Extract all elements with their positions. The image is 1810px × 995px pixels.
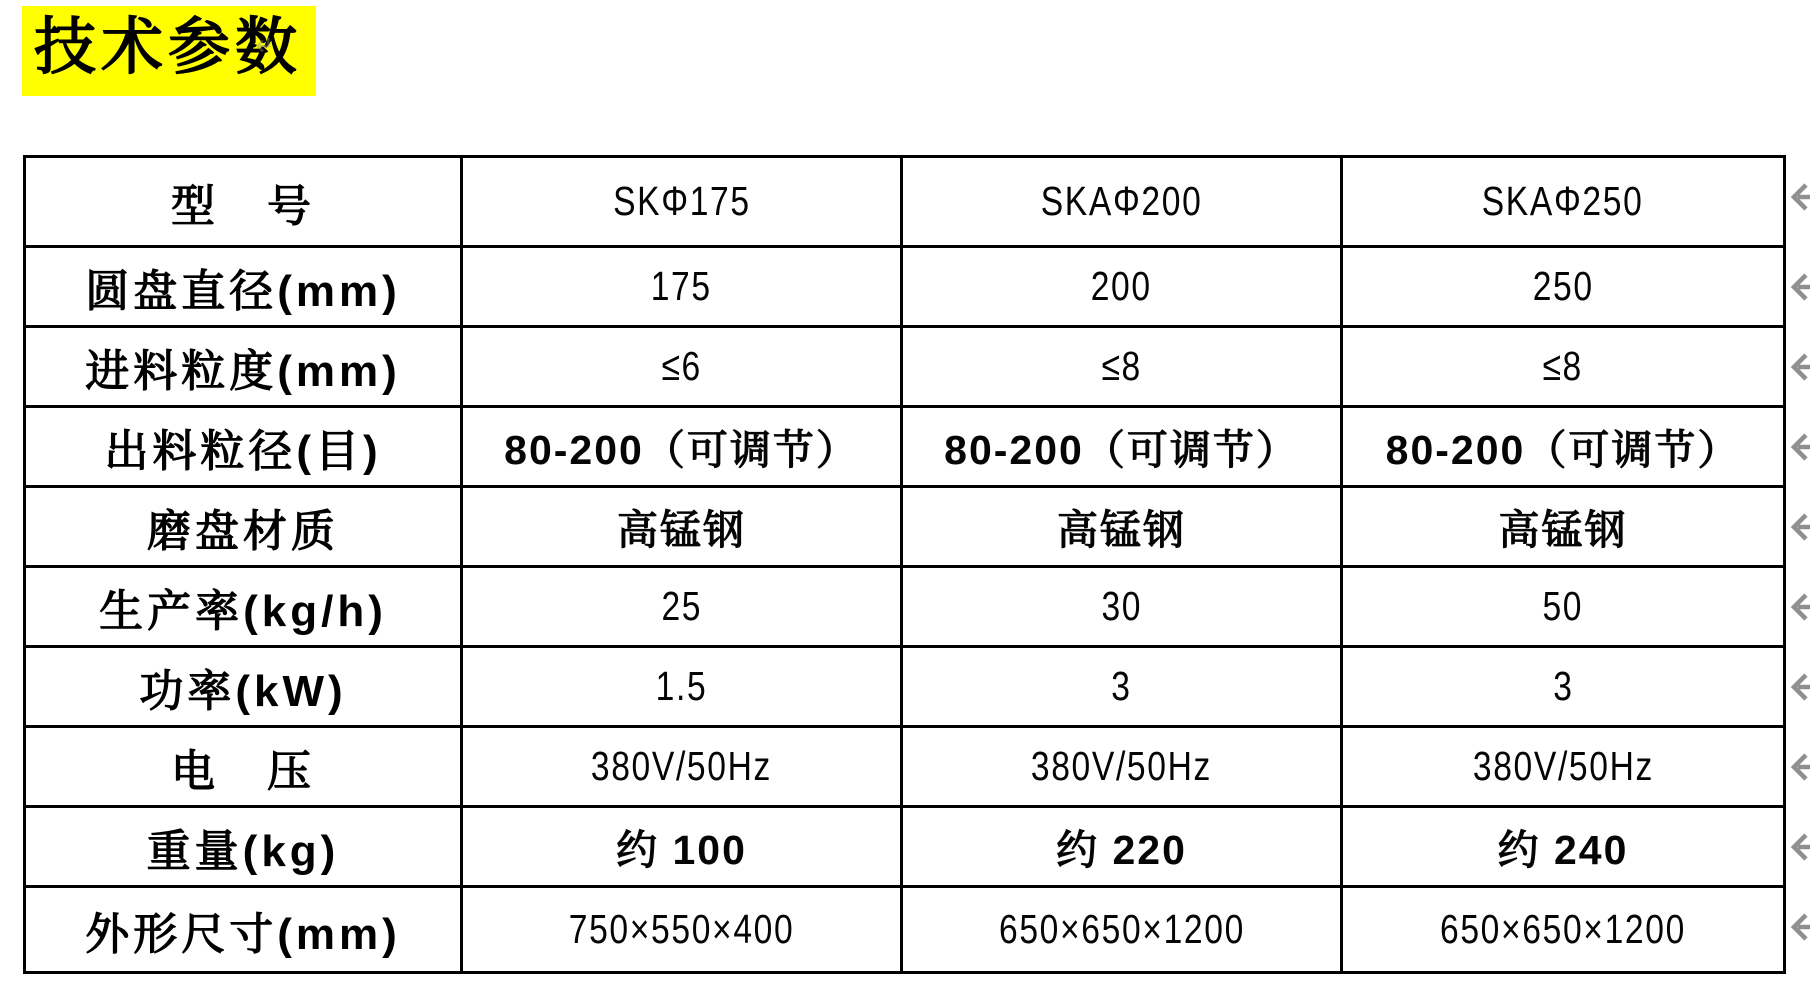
spec-value-cell [462, 247, 902, 327]
table-row [25, 647, 1785, 727]
return-mark-icon [1785, 175, 1810, 219]
spec-value-cell [1342, 887, 1785, 973]
spec-value: ≤8 [1101, 343, 1142, 389]
spec-value: 80-200（可调节） [1385, 427, 1741, 473]
return-mark-icon [1785, 265, 1810, 309]
spec-value-cell [462, 567, 902, 647]
spec-value-cell [902, 157, 1342, 247]
spec-value: 约 240 [1497, 827, 1629, 873]
spec-value: 50 [1542, 583, 1584, 629]
spec-label-cell: 外形尺寸(mm) [25, 887, 462, 973]
spec-value: 高锰钢 [1498, 507, 1628, 553]
spec-value: 380V/50Hz [1030, 743, 1213, 789]
spec-value: 3 [1552, 663, 1574, 709]
return-mark-icon [1785, 505, 1810, 549]
spec-value-cell [1342, 407, 1785, 487]
spec-value-cell [462, 407, 902, 487]
table-row [25, 407, 1785, 487]
return-mark-icon [1785, 745, 1810, 789]
table-row [25, 487, 1785, 567]
spec-value: 25 [661, 583, 702, 629]
table-row [25, 727, 1785, 807]
table-row [25, 247, 1785, 327]
spec-value: 175 [650, 263, 713, 309]
table-row [25, 567, 1785, 647]
spec-value: 80-200（可调节） [504, 427, 859, 473]
spec-label-cell: 出料粒径(目) [25, 407, 462, 487]
spec-label-cell: 磨盘材质 [25, 487, 462, 567]
return-mark-icon [1785, 905, 1810, 949]
spec-value: 200 [1090, 263, 1153, 309]
table-row [25, 807, 1785, 887]
spec-value: 3 [1111, 663, 1132, 709]
spec-value-cell [902, 887, 1342, 973]
spec-value-cell [902, 487, 1342, 567]
spec-value-cell [462, 157, 902, 247]
spec-value-cell [902, 407, 1342, 487]
spec-label-cell: 型 号 [25, 157, 462, 247]
spec-label-cell: 重量(kg) [25, 807, 462, 887]
spec-value: 1.5 [655, 663, 708, 709]
spec-value: SKAΦ250 [1482, 178, 1644, 224]
spec-value: SKAΦ200 [1040, 178, 1203, 224]
return-mark-icon [1785, 665, 1810, 709]
spec-value: 380V/50Hz [590, 743, 773, 789]
table-row [25, 157, 1785, 247]
spec-value: 30 [1101, 583, 1142, 629]
title-block [22, 6, 316, 96]
spec-value-cell [902, 327, 1342, 407]
spec-value: SKΦ175 [612, 178, 751, 224]
spec-value: ≤8 [1542, 343, 1584, 389]
spec-value-cell [1342, 807, 1785, 887]
spec-value-cell [462, 327, 902, 407]
table-row [25, 887, 1785, 973]
spec-table [23, 155, 1786, 974]
spec-value-cell [902, 647, 1342, 727]
spec-value: 650×650×1200 [1440, 906, 1686, 952]
table-row [25, 327, 1785, 407]
spec-value: 250 [1532, 263, 1594, 309]
spec-value-cell [1342, 647, 1785, 727]
spec-value: 80-200（可调节） [944, 427, 1299, 473]
spec-value-cell [1342, 727, 1785, 807]
spec-value-cell [902, 807, 1342, 887]
spec-label-cell: 生产率(kg/h) [25, 567, 462, 647]
spec-value: 约 220 [1056, 827, 1187, 873]
spec-label-cell: 圆盘直径(mm) [25, 247, 462, 327]
spec-value-cell [462, 487, 902, 567]
page-title: 技术参数 [22, 6, 316, 96]
spec-value-cell [1342, 157, 1785, 247]
spec-value: 高锰钢 [1057, 507, 1186, 553]
spec-value-cell [462, 727, 902, 807]
spec-value-cell [1342, 567, 1785, 647]
return-mark-icon [1785, 345, 1810, 389]
spec-value-cell [462, 807, 902, 887]
spec-label-cell: 功率(kW) [25, 647, 462, 727]
return-mark-icon [1785, 825, 1810, 869]
spec-value: 约 100 [616, 827, 747, 873]
spec-value: 380V/50Hz [1472, 743, 1654, 789]
spec-label-cell: 电 压 [25, 727, 462, 807]
spec-value: ≤6 [661, 343, 702, 389]
spec-value-cell [462, 647, 902, 727]
spec-table-zone [23, 155, 1810, 975]
spec-value-cell [902, 727, 1342, 807]
spec-value-cell [1342, 247, 1785, 327]
spec-value: 高锰钢 [617, 507, 746, 553]
spec-value-cell [1342, 327, 1785, 407]
return-mark-icon [254, 36, 272, 56]
spec-label-cell: 进料粒度(mm) [25, 327, 462, 407]
spec-value-cell [1342, 487, 1785, 567]
spec-value-cell [902, 567, 1342, 647]
spec-value: 650×650×1200 [998, 906, 1245, 952]
spec-value-cell [902, 247, 1342, 327]
return-mark-icon [1785, 585, 1810, 629]
spec-value-cell [462, 887, 902, 973]
return-mark-icon [1785, 425, 1810, 469]
spec-value: 750×550×400 [568, 906, 795, 952]
